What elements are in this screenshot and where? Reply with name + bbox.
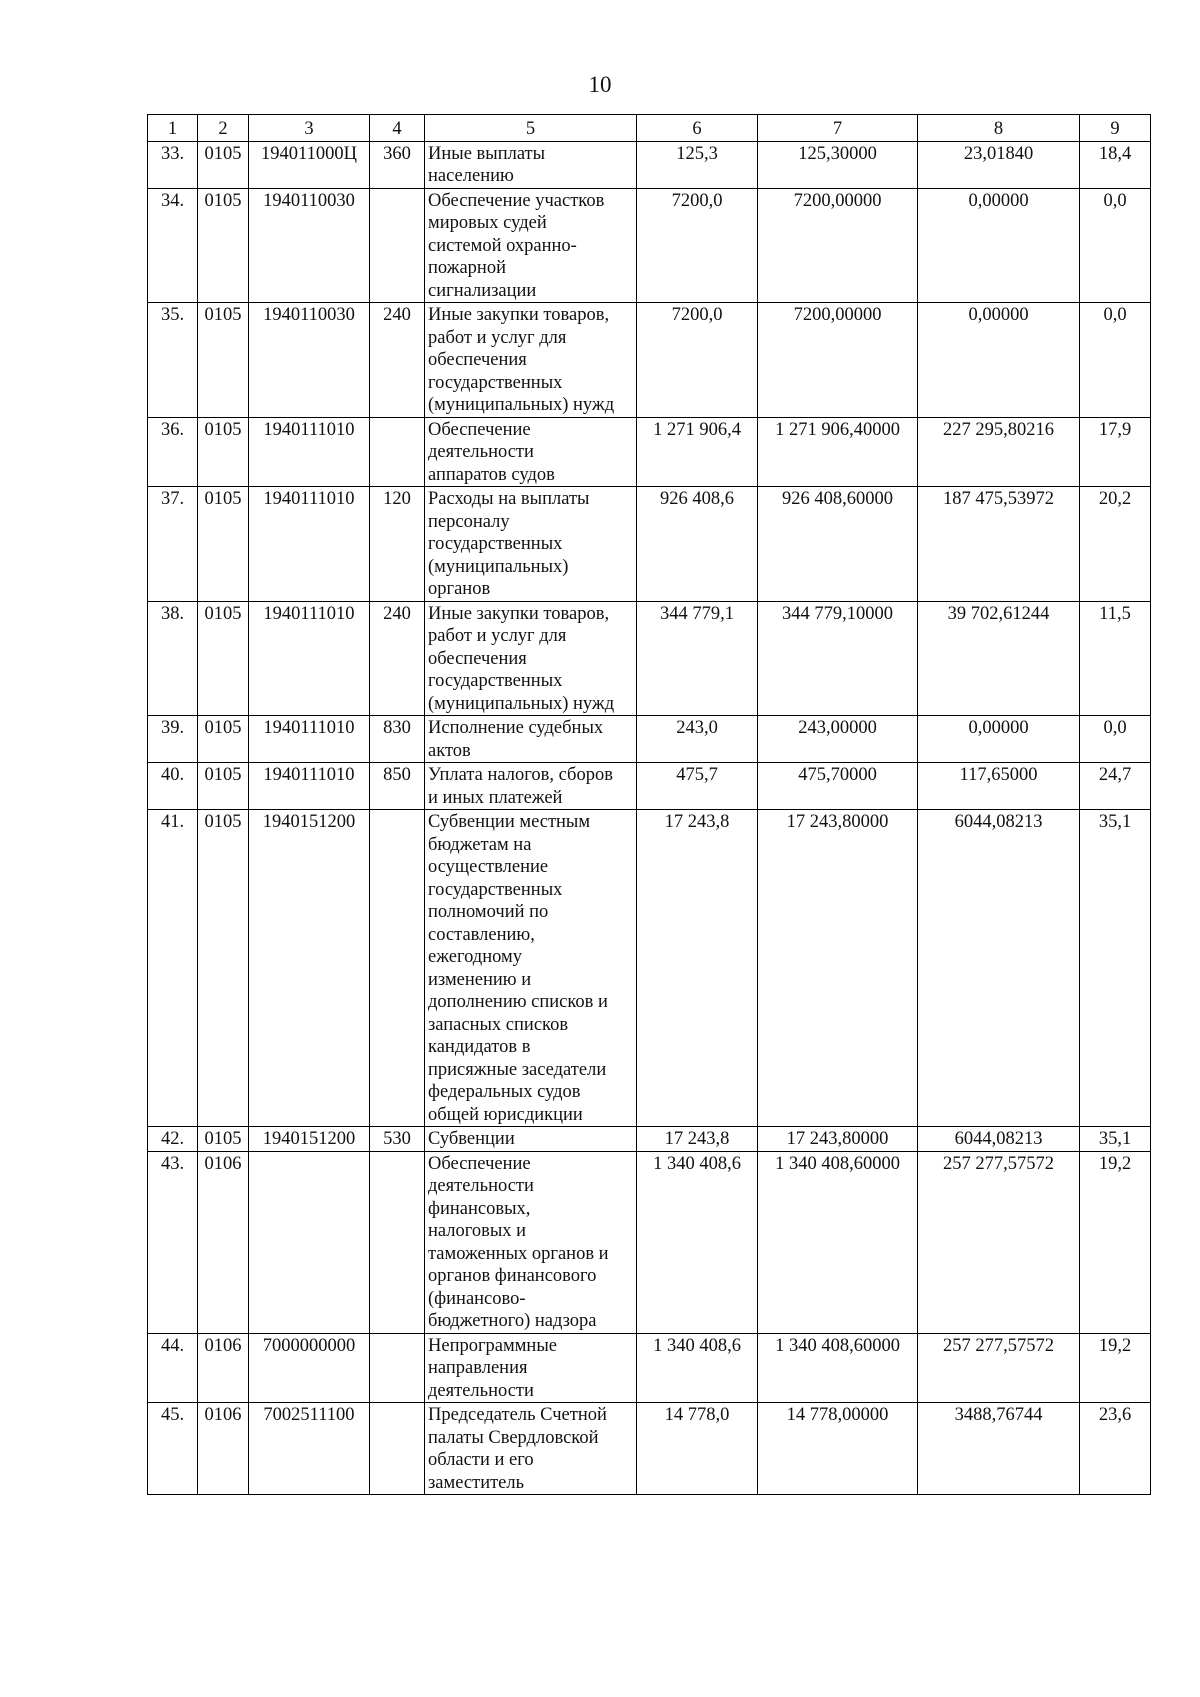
row-number-cell: 34. [148,188,198,303]
description-line: федеральных судов [428,1082,581,1102]
description-cell [425,763,637,810]
budget-amount-cell: 17 243,80000 [758,810,918,1127]
description-line: налоговых и [428,1221,527,1241]
section-code-cell: 0105 [198,1127,249,1152]
description-line: персоналу [428,511,510,532]
description-line: Уплата налогов, сборов [428,765,613,785]
budget-amount-cell: 1 340 408,60000 [758,1333,918,1403]
description-line: (муниципальных) нужд [428,395,615,415]
column-header: 9 [1080,115,1151,142]
expense-type-code-cell [370,810,425,1127]
target-item-code-cell: 1940111010 [249,716,370,763]
description-line: составлению, [428,924,535,945]
budget-amount-cell: 344 779,10000 [758,601,918,716]
row-number-cell: 42. [148,1127,198,1152]
execution-percent-cell: 0,0 [1080,716,1151,763]
row-number-cell: 38. [148,601,198,716]
section-code-cell: 0105 [198,303,249,418]
plan-amount-cell: 7200,0 [637,303,758,418]
description-line: государственных [428,372,563,393]
description-cell [425,141,637,188]
budget-amount-cell: 1 340 408,60000 [758,1151,918,1333]
description-cell [425,601,637,716]
description-line: работ и услуг для [428,327,567,348]
expense-type-code-cell: 240 [370,601,425,716]
description-cell [425,487,637,602]
executed-amount-cell: 23,01840 [918,141,1080,188]
plan-amount-cell: 1 271 906,4 [637,417,758,487]
column-header: 8 [918,115,1080,142]
target-item-code-cell [249,1151,370,1333]
description-line: государственных [428,671,563,691]
target-item-code-cell: 1940151200 [249,1127,370,1152]
executed-amount-cell: 39 702,61244 [918,601,1080,716]
target-item-code-cell: 1940110030 [249,188,370,303]
description-line: государственных [428,879,563,900]
budget-amount-cell: 475,70000 [758,763,918,810]
execution-percent-cell: 24,7 [1080,763,1151,810]
description-line: Субвенции [428,1129,515,1149]
budget-amount-cell: 17 243,80000 [758,1127,918,1152]
column-header: 4 [370,115,425,142]
executed-amount-cell: 257 277,57572 [918,1151,1080,1333]
description-line: Иные выплаты [428,143,546,164]
section-code-cell: 0105 [198,417,249,487]
plan-amount-cell: 1 340 408,6 [637,1333,758,1403]
executed-amount-cell: 0,00000 [918,188,1080,303]
expense-type-code-cell [370,188,425,303]
description-line: населению [428,166,514,186]
execution-percent-cell: 23,6 [1080,1403,1151,1495]
execution-percent-cell: 35,1 [1080,810,1151,1127]
execution-percent-cell: 17,9 [1080,417,1151,487]
expense-type-code-cell [370,1333,425,1403]
row-number-cell: 33. [148,141,198,188]
row-number-cell: 43. [148,1151,198,1333]
description-line: бюджетам на [428,834,532,855]
description-line: пожарной [428,258,506,278]
row-number-cell: 35. [148,303,198,418]
budget-amount-cell: 7200,00000 [758,188,918,303]
section-code-cell: 0105 [198,487,249,602]
plan-amount-cell: 17 243,8 [637,810,758,1127]
execution-percent-cell: 19,2 [1080,1333,1151,1403]
description-line: государственных [428,534,563,554]
description-cell [425,1403,637,1495]
row-number-cell: 40. [148,763,198,810]
description-line: актов [428,740,471,761]
description-line: дополнению списков и [428,992,608,1012]
description-cell [425,810,637,1127]
expense-type-code-cell: 360 [370,141,425,188]
page-number: 10 [588,72,612,97]
table-row [148,1333,1151,1403]
description-line: Обеспечение [428,419,531,440]
column-number-row [148,115,1151,142]
target-item-code-cell: 1940151200 [249,810,370,1127]
target-item-code-cell: 194011000Ц [249,141,370,188]
section-code-cell: 0106 [198,1333,249,1403]
description-line: изменению и [428,969,532,990]
description-line: кандидатов в [428,1037,531,1057]
column-header: 1 [148,115,198,142]
description-line: Председатель Счетной [428,1405,607,1425]
budget-amount-cell: 14 778,00000 [758,1403,918,1495]
executed-amount-cell: 257 277,57572 [918,1333,1080,1403]
budget-amount-cell: 243,00000 [758,716,918,763]
description-line: Обеспечение [428,1153,531,1174]
table-row [148,810,1151,1127]
target-item-code-cell: 1940111010 [249,601,370,716]
description-line: заместитель [428,1472,525,1493]
section-code-cell: 0106 [198,1403,249,1495]
description-line: (финансово- [428,1288,526,1309]
description-line: деятельности [428,1380,534,1401]
description-line: присяжные заседатели [428,1059,607,1080]
execution-percent-cell: 20,2 [1080,487,1151,602]
section-code-cell: 0105 [198,716,249,763]
expense-type-code-cell [370,1403,425,1495]
row-number-cell: 41. [148,810,198,1127]
description-line: обеспечения [428,648,527,669]
expense-type-code-cell: 120 [370,487,425,602]
expense-type-code-cell: 830 [370,716,425,763]
description-line: бюджетного) надзора [428,1311,597,1331]
table-row [148,1403,1151,1495]
target-item-code-cell: 7000000000 [249,1333,370,1403]
table-row [148,417,1151,487]
description-line: полномочий по [428,902,549,922]
description-cell [425,1333,637,1403]
column-header: 3 [249,115,370,142]
budget-amount-cell: 1 271 906,40000 [758,417,918,487]
executed-amount-cell: 0,00000 [918,716,1080,763]
plan-amount-cell: 17 243,8 [637,1127,758,1152]
table-row [148,1151,1151,1333]
description-line: Расходы на выплаты [428,489,590,509]
section-code-cell: 0106 [198,1151,249,1333]
section-code-cell: 0105 [198,810,249,1127]
section-code-cell: 0105 [198,188,249,303]
row-number-cell: 37. [148,487,198,602]
expense-type-code-cell: 240 [370,303,425,418]
executed-amount-cell: 3488,76744 [918,1403,1080,1495]
expense-type-code-cell [370,417,425,487]
expense-type-code-cell: 850 [370,763,425,810]
description-line: и иных платежей [428,787,563,808]
row-number-cell: 36. [148,417,198,487]
execution-percent-cell: 0,0 [1080,303,1151,418]
plan-amount-cell: 475,7 [637,763,758,810]
plan-amount-cell: 926 408,6 [637,487,758,602]
description-line: области и его [428,1450,534,1470]
description-line: органов финансового [428,1266,597,1286]
expense-type-code-cell [370,1151,425,1333]
description-line: Субвенции местным [428,812,591,832]
description-line: (муниципальных) нужд [428,693,615,714]
description-line: системой охранно- [428,235,577,256]
column-header: 2 [198,115,249,142]
execution-percent-cell: 11,5 [1080,601,1151,716]
description-line: ежегодному [428,947,522,967]
executed-amount-cell: 187 475,53972 [918,487,1080,602]
section-code-cell: 0105 [198,601,249,716]
description-line: финансовых, [428,1198,531,1219]
row-number-cell: 45. [148,1403,198,1495]
row-number-cell: 39. [148,716,198,763]
description-line: осуществление [428,857,549,877]
execution-percent-cell: 19,2 [1080,1151,1151,1333]
target-item-code-cell: 1940111010 [249,417,370,487]
description-line: направления [428,1358,528,1378]
column-header: 6 [637,115,758,142]
row-number-cell: 44. [148,1333,198,1403]
description-line: деятельности [428,442,534,462]
column-header: 5 [425,115,637,142]
target-item-code-cell: 1940111010 [249,487,370,602]
plan-amount-cell: 344 779,1 [637,601,758,716]
table-row [148,1127,1151,1152]
description-cell [425,1151,637,1333]
executed-amount-cell: 227 295,80216 [918,417,1080,487]
description-line: запасных списков [428,1014,569,1035]
table-row [148,716,1151,763]
execution-percent-cell: 0,0 [1080,188,1151,303]
plan-amount-cell: 7200,0 [637,188,758,303]
description-line: Исполнение судебных [428,718,604,738]
executed-amount-cell: 6044,08213 [918,810,1080,1127]
budget-execution-table [147,114,1151,1495]
description-line: таможенных органов и [428,1243,609,1264]
section-code-cell: 0105 [198,141,249,188]
budget-amount-cell: 926 408,60000 [758,487,918,602]
description-line: органов [428,579,491,599]
description-line: Иные закупки товаров, [428,603,610,624]
table-row [148,763,1151,810]
table-body [148,141,1151,1495]
description-cell [425,716,637,763]
target-item-code-cell: 1940110030 [249,303,370,418]
plan-amount-cell: 243,0 [637,716,758,763]
target-item-code-cell: 1940111010 [249,763,370,810]
plan-amount-cell: 14 778,0 [637,1403,758,1495]
expense-type-code-cell: 530 [370,1127,425,1152]
table-row [148,188,1151,303]
description-line: (муниципальных) [428,556,569,577]
table-row [148,303,1151,418]
budget-amount-cell: 125,30000 [758,141,918,188]
description-line: палаты Свердловской [428,1427,599,1448]
description-cell [425,303,637,418]
executed-amount-cell: 117,65000 [918,763,1080,810]
section-code-cell: 0105 [198,763,249,810]
table-row [148,141,1151,188]
table-row [148,487,1151,602]
execution-percent-cell: 18,4 [1080,141,1151,188]
description-line: Обеспечение участков [428,190,605,211]
description-line: мировых судей [428,213,547,233]
description-line: общей юрисдикции [428,1104,583,1125]
description-line: деятельности [428,1176,534,1196]
description-cell [425,417,637,487]
description-line: работ и услуг для [428,626,567,646]
description-line: аппаратов судов [428,464,555,485]
description-line: Иные закупки товаров, [428,305,610,325]
description-line: сигнализации [428,280,537,301]
table-row [148,601,1151,716]
description-line: обеспечения [428,350,527,370]
executed-amount-cell: 0,00000 [918,303,1080,418]
description-cell [425,188,637,303]
description-cell [425,1127,637,1152]
column-header: 7 [758,115,918,142]
plan-amount-cell: 1 340 408,6 [637,1151,758,1333]
description-line: Непрограммные [428,1335,557,1356]
budget-amount-cell: 7200,00000 [758,303,918,418]
executed-amount-cell: 6044,08213 [918,1127,1080,1152]
target-item-code-cell: 7002511100 [249,1403,370,1495]
execution-percent-cell: 35,1 [1080,1127,1151,1152]
plan-amount-cell: 125,3 [637,141,758,188]
